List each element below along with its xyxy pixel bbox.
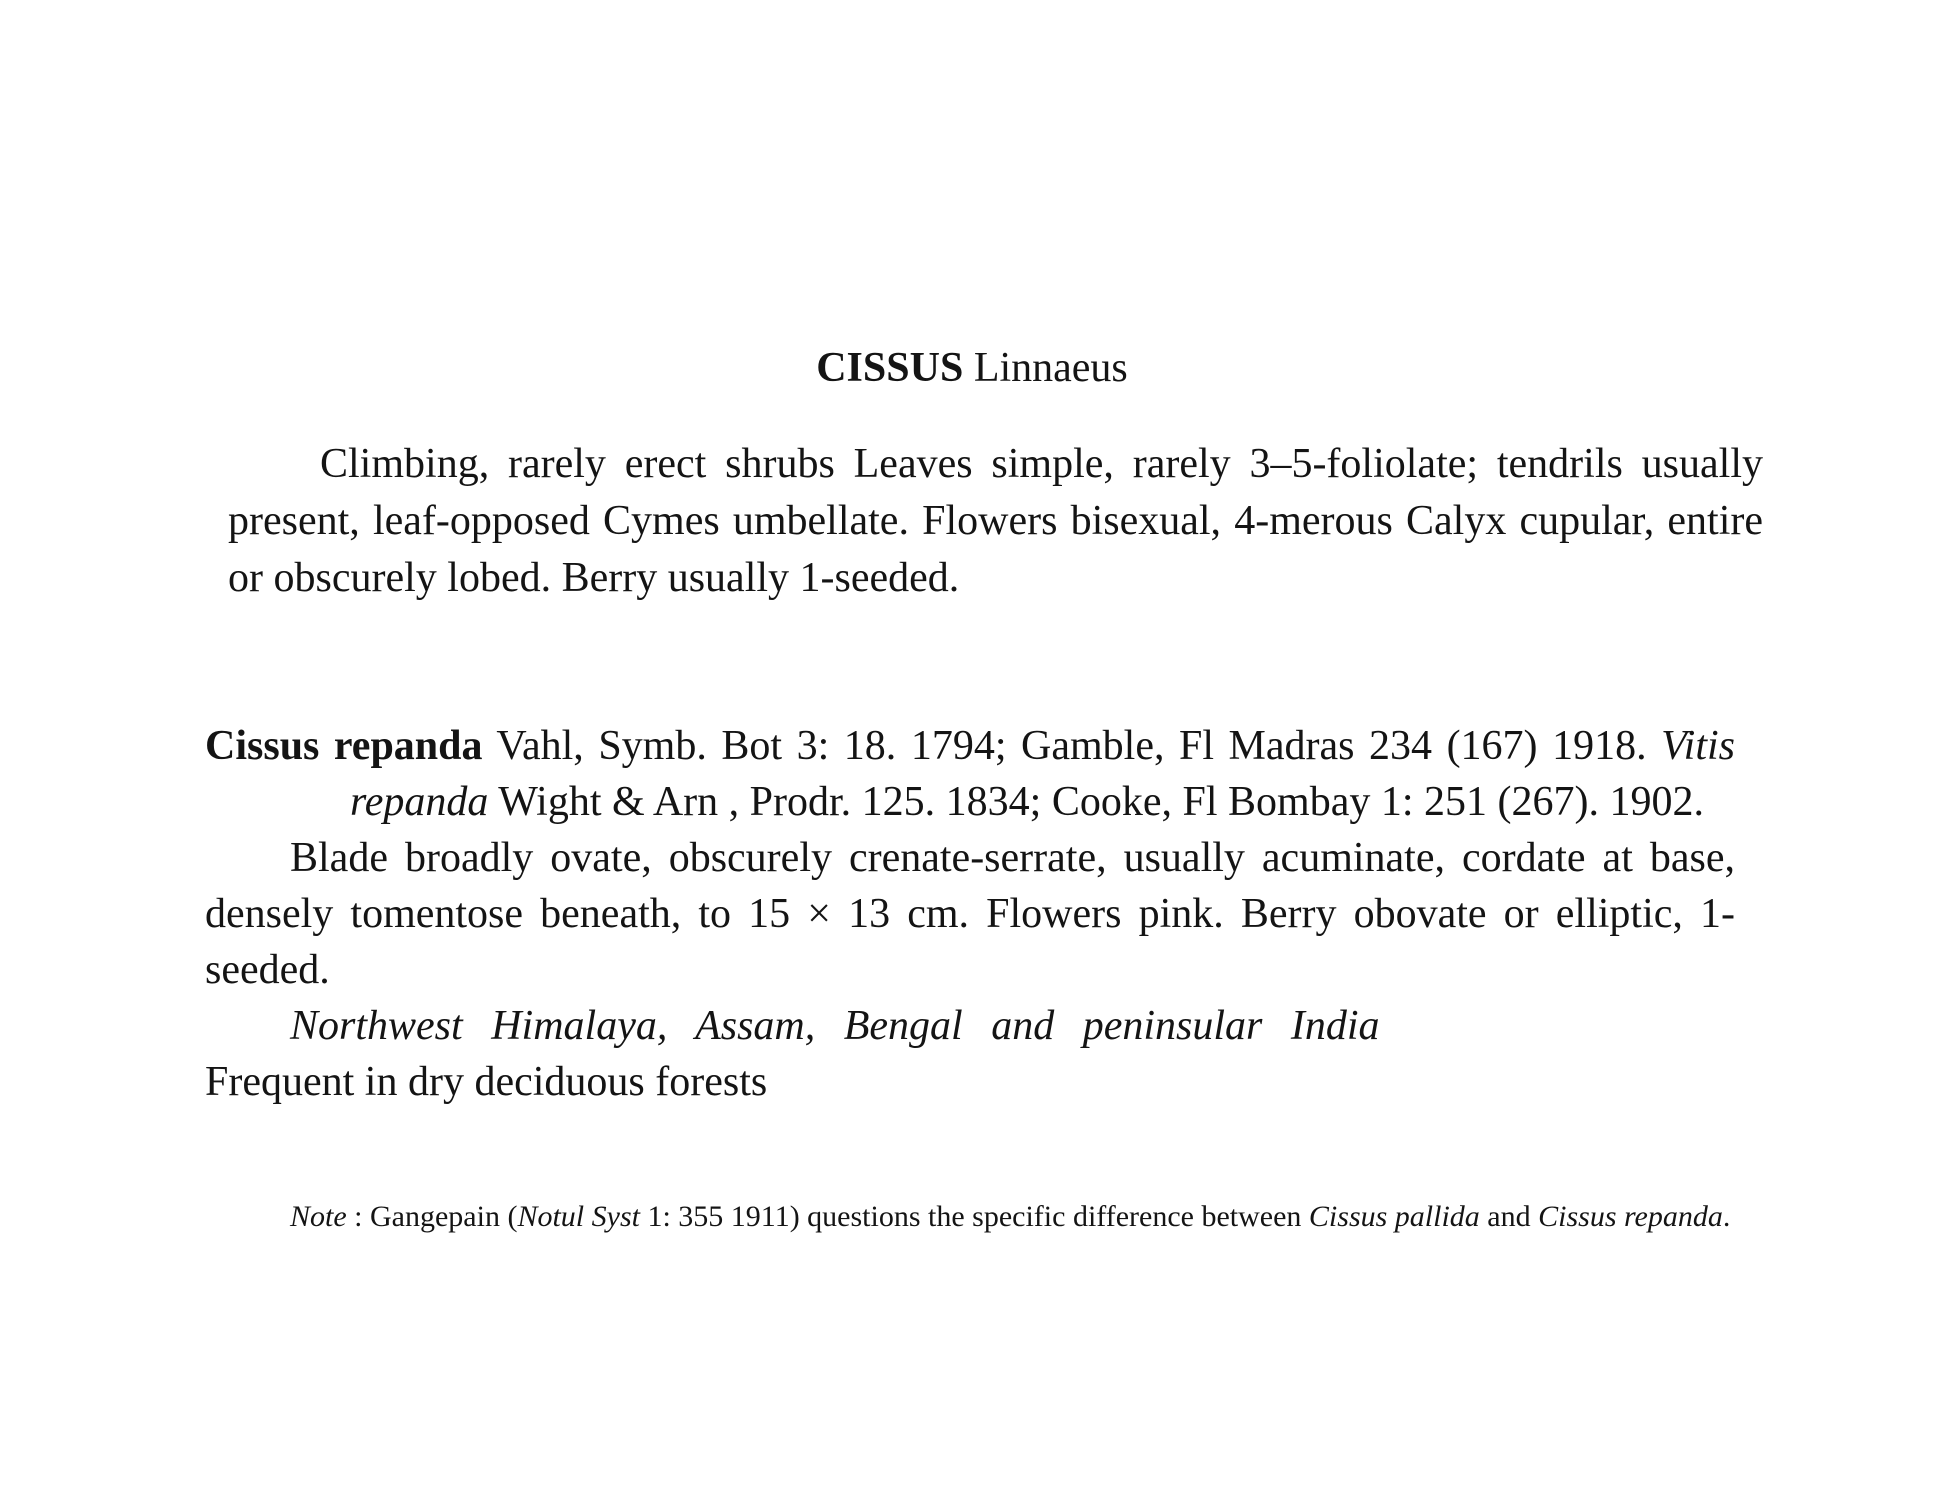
note-label: Note (290, 1200, 347, 1233)
note-separator: : (346, 1200, 371, 1233)
taxonomic-note (205, 1193, 1735, 1241)
species-citation-secondary: Wight & Arn , Prodr. 125. 1834; Cooke, Fl Bombay 1: 251 (267). 1902. (498, 779, 1704, 825)
note-taxon-pallida: Cissus pallida (1308, 1200, 1480, 1233)
habitat-text: Frequent in dry deciduous forests (205, 1059, 768, 1105)
species-description: Blade broadly ovate, obscurely crenate-serrate, usually acuminate, cordate at base, densely tomentose beneath, to 15 × 13 cm. Flowers pink. Berry obovate or elliptic, 1-seeded. (205, 835, 1735, 993)
note-journal: Notul Syst (517, 1200, 640, 1233)
genus-name: CISSUS (816, 345, 964, 391)
note-and: and (1479, 1200, 1539, 1233)
genus-heading (0, 343, 1944, 393)
note-end: . (1722, 1200, 1731, 1233)
note-reference: 1: 355 1911) questions the specific difference between (639, 1200, 1309, 1233)
note-author: Gangepain ( (370, 1200, 518, 1233)
species-name: Cissus repanda (205, 723, 483, 769)
note-taxon-repanda: Cissus repanda (1538, 1200, 1723, 1233)
species-citation (205, 718, 1735, 830)
species-citation-primary: Vahl, Symb. Bot 3: 18. 1794; Gamble, Fl Madras 234 (167) 1918. (496, 723, 1647, 769)
genus-author: Linnaeus (973, 345, 1128, 391)
species-entry (205, 718, 1735, 1110)
genus-description: Climbing, rarely erect shrubs Leaves simple, rarely 3–5-foliolate; tendrils usually present, leaf-opposed Cymes umbellate. Flowers bisexual, 4-merous Calyx cupular, entire or obscurely lobed. Berry usually 1-seeded. (228, 441, 1763, 601)
species-distribution (205, 998, 1735, 1110)
species-synonym: Vitis repanda (350, 723, 1735, 825)
distribution-region: Northwest Himalaya, Assam, Bengal and peninsular India (290, 1003, 1380, 1049)
